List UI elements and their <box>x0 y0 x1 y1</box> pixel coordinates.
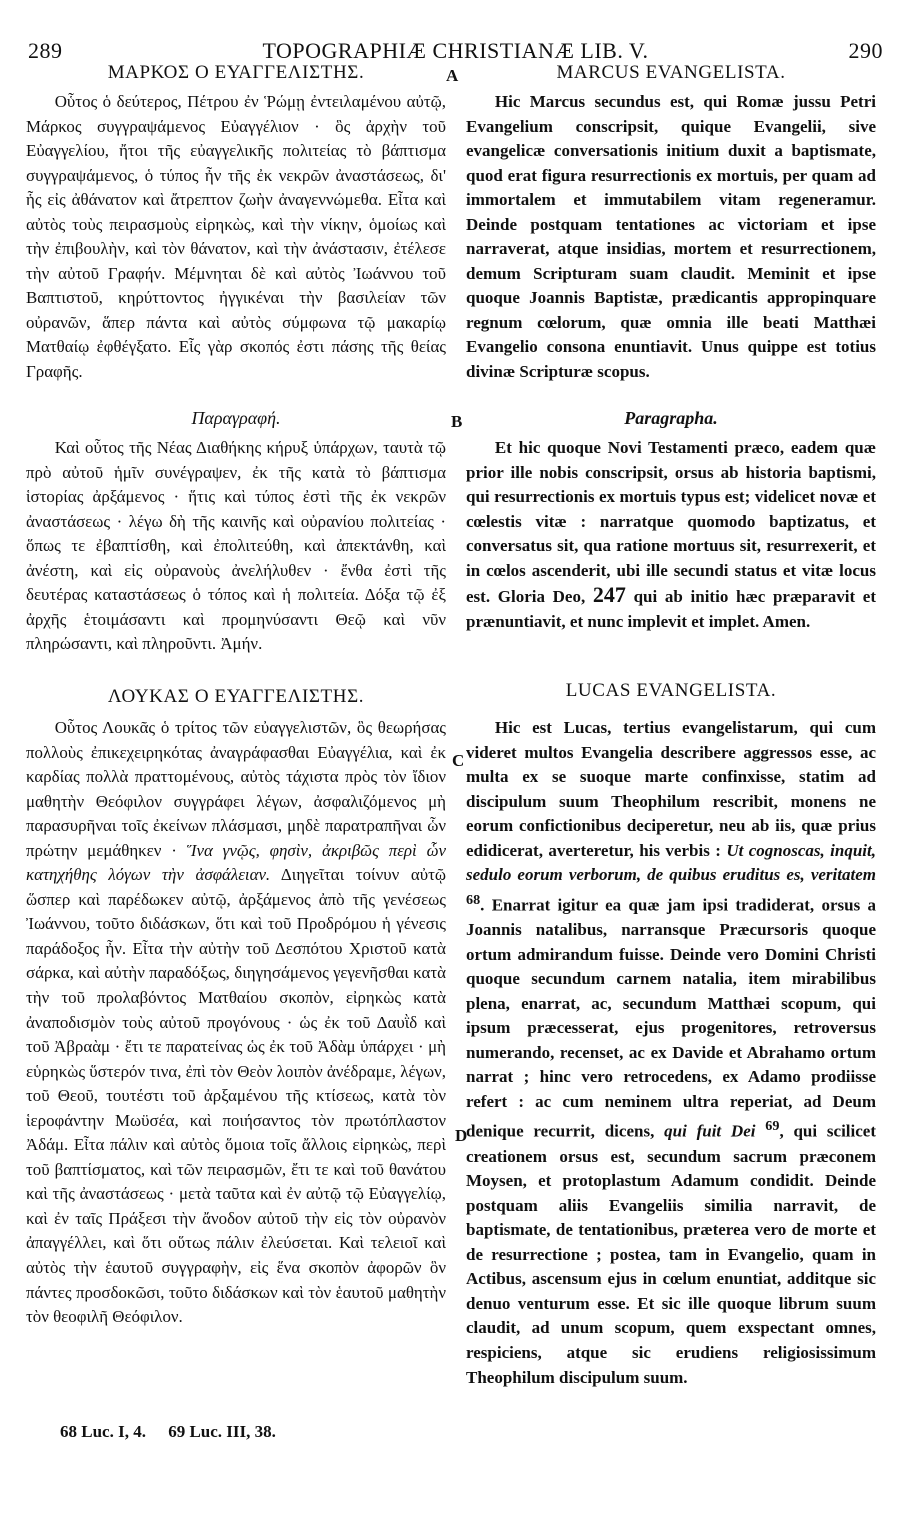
paragraph-latin-part2: qui ab initio hæc præparavit et prænuntiavit, et nunc implevit et implet. Amen. <box>466 587 876 631</box>
running-head <box>28 38 883 64</box>
luke-quote-latin: Ut cognoscas, inquit, sedulo eorum verborum, de quibus eruditus es, veritatem <box>466 840 877 885</box>
subheading-paragraph-latin: Paragrapha. <box>624 408 718 428</box>
luke-quote-greek: Ἵνα γνῷς, φησὶν, ἀκριβῶς περὶ ὧν κατηχήθης λόγων τὴν ἀσφάλειαν. <box>26 840 446 885</box>
heading-mark-greek: ΜΑΡΚΟΣ Ο ΕΥΑΓΓΕΛΙΣΤΗΣ. <box>107 62 365 83</box>
heading-mark-latin: MARCUS EVANGELISTA. <box>556 62 786 83</box>
luke-latin-part2: . Enarrat igitur ea quæ jam ipsi tradiderat, orsus a Joannis natalibus, narransque Præcursoris quoque ortum admirandum fuisse. Deinde vero Domini Christi quoque secundum carnem natalia, item mirabilibus plena, enarrat, ac, secundum Matthæi scopum, qui ipsum præcesserat, ejus progenitores, retroversus numerando, recenset, ac ex Davide et Abrahamo ortum narrat ; hinc vero retrocedens, ex Adamo prodiisse refert : ac cum neminem ultra reperiat, ad Deum denique recurrit, dicens, <box>466 895 876 1142</box>
luke-latin-part1: Hic est Lucas, tertius evangelistarum, qui cum videret multos Evangelia describere aggressos esse, ac multa ex se suoque marte confinxisse, statim ad discipulum suum Theophilum rescribit, monens ne eorum confictionibus deciperetur, neu ab iis, quæ prius edidicerat, averteretur, his verbis : <box>466 718 876 860</box>
footnote-69: 69 Luc. III, 38. <box>168 1422 276 1441</box>
subheading-paragraph-greek: Παραγραφή. <box>191 408 281 428</box>
paragraph-text-latin <box>466 436 876 634</box>
heading-luke-greek: ΛΟΥΚΑΣ Ο ΕΥΑΓΓΕΛΙΣΤΗΣ. <box>107 686 365 707</box>
page-number-right: 290 <box>848 38 883 63</box>
column-number: 247 <box>592 582 626 608</box>
footnote-68: 68 Luc. I, 4. <box>60 1422 146 1441</box>
section-marker-d: D <box>455 1126 468 1145</box>
mark-paragraph-greek: Οὗτος ὁ δεύτερος, Πέτρου ἐν Ῥώμῃ ἐντειλαμένου αὐτῷ, Μάρκος συγγραψάμενος Εὐαγγέλιον · ὃς ἀρχὴν τοῦ Εὐαγγελίου, ἤτοι τῆς εὐαγγελικῆς πολιτείας τὸ βάπτισμα συγγραψάμενος, ὁ τύπος ἦν τῆς ἐκ νεκρῶν ἀναστάσεως, δι' ἧς εἰς ἀθάνατον καὶ ἄτρεπτον ζωὴν ἀναγεννώμεθα. Εἶτα καὶ αὐτὸς τοὺς πειρασμοὺς εἰρηκὼς, καὶ τὴν νίκην, ὁμοίως καὶ τὴν ἐπιβουλὴν, καὶ τὸν θάνατον, καὶ τὴν ἀνάστασιν, ἐτέλεσε τὴν αὐτοῦ Γραφήν. Μέμνηται δὲ καὶ αὐτὸς Ἰωάννου τοῦ Βαπτιστοῦ, κηρύττοντος ἠγγικέναι τὴν βασιλείαν τῶν οὐρανῶν, ἅπερ πάντα καὶ αὐτὸς σύμφωνα τῷ μακαρίῳ Ματθαίῳ ἐφθέγξατο. Εἷς γὰρ σκοπός ἐστι πάσης τῆς θείας Γραφῆς. <box>26 92 446 382</box>
page-number-left: 289 <box>28 38 63 63</box>
running-title: TOPOGRAPHIÆ CHRISTIANÆ LIB. V. <box>262 38 649 63</box>
paragraph-text-greek: Καὶ οὗτος τῆς Νέας Διαθήκης κήρυξ ὑπάρχων, ταυτὰ τῷ πρὸ αὐτοῦ ἡμῖν συνέγραψεν, ἐκ τῆς κατὰ τὸ βάπτισμα ἱστορίας ἀρξάμενος · ἥτις καὶ τύπος ἐστὶ τῆς ἐκ νεκρῶν ἀναστάσεως · λέγω δὴ τῆς καινῆς καὶ οὐρανίου πολιτείας · ὅπως τε ἐβαπτίσθη, καὶ ἐπολιτεύθη, καὶ ἀπεκτάνθη, καὶ ἀνέστη, καὶ εἰς οὐρανοὺς ἀνελήλυθεν · ἔνθα ἐστὶ τῆς δευτέρας καταστάσεως ὁ τόπος καὶ ἡ πολιτεία. Δόξα τῷ ἐξ ἀρχῆς ἑτοιμάσαντι καὶ προμηνύσαντι Θεῷ καὶ νῦν πληρώσαντι, καὶ πληροῦντι. Ἀμήν. <box>26 438 446 654</box>
paragraph-latin-part1: Et hic quoque Novi Testamenti præco, eadem quæ prior ille nobis conscripsit, orsus ab historia baptismi, qui resurrectionis ex mortuis typus est; videlicet novæ et cœlestis vitæ : narratque quomodo baptizatus, et conversatus sit, qua ratione mortuus sit, resurrexerit, et in cœlos ascenderit, ubi ille secundi status et vitæ locus est. Gloria Deo, <box>466 438 876 607</box>
luke-text-part2: Διηγεῖται τοίνυν αὐτῷ ὥσπερ καὶ παρέδωκεν αὐτῷ, ἀρξάμενος ἀπὸ τῆς γενέσεως Ἰωάννου, τοῦτο διδάσκων, ὅτι καὶ τοῦ Προδρόμου ἡ γένεσις παράδοξος ἦν. Εἶτα τὴν αὐτὴν τοῦ Δεσπότου Χριστοῦ κατὰ σάρκα, καὶ αὐτὴν παραδόξως, διηγησάμενος γεγενῆσθαι κατὰ τὴν τοῦ προλαβόντος Ματθαίου σκοπὸν, εἰρηκὼς κατὰ ἀναποδισμὸν τοὺς αὐτοῦ προγόνους · ὡς ἐκ τοῦ Δαυῒδ καὶ τοῦ Ἀβραὰμ · ἔτι τε παρατείνας ὡς ἐκ τοῦ Ἀδὰμ ὑπάρχει · μὴ εὑρηκὼς ὕστερόν τινα, ἐπὶ τὸν Θεὸν λοιπὸν ἀνέδραμε, λέγων, τοῦ Θεοῦ, τουτέστι τοῦ ἀρξαμένου τῆς κτίσεως, κατὰ τὸν ἱεροφάντην Μωϋσέα, καὶ ποιήσαντος τὸν πρωτόπλαστον Ἀδάμ. Εἶτα πάλιν καὶ αὐτὸς ὅμοια τοῖς ἄλλοις εἰρηκὼς, περὶ τοῦ βαπτίσματος, καὶ τῶν πειρασμῶν, ἔτι τε καὶ τοῦ θανάτου καὶ τῆς ἀναστάσεως · μετὰ ταῦτα καὶ ἐν αὐτῷ τῷ Εὐαγγελίῳ, καὶ ἐν ταῖς Πράξεσι τὴν ἄνοδον αὐτοῦ τὴν εἰς τὸν οὐρανὸν ἀπαγγέλλει, καὶ ὅτι οὕτως πάλιν ἐλεύσεται. Καὶ τελειοῖ καὶ αὐτὸς τὴν ἑαυτοῦ συγγραφὴν, εἰς ἕνα σκοπὸν ἀφορῶν ὃν πάντες προσδοκῶσι, τοῦτο διδάσκων καὶ τὸν ἑαυτοῦ μαθητὴν τὸν θεοφιλῆ Θεόφιλον. <box>26 865 447 1327</box>
footnotes <box>60 1422 294 1442</box>
luke-paragraph-greek <box>26 716 446 1330</box>
luke-paragraph-latin <box>466 716 876 1390</box>
luke-latin-part3: , qui scilicet creationem orsus est, secundum sacrum præconem Moysen, et protoplastum Adamum condidit. Deinde postquam aliis Evangeliis similia narravit, de baptismate, de tentationibus, præterea vero de morte et de resurrectione ; postea, tam in Evangelio, quam in Actibus, ascensum ejus in cœlum enuntiat, additque sic denuo venturum esse. Et sic ille quoque librum suum claudit, ad unum scopum, quem exspectant omnes, respiciens, atque sic erudiens religiosissimum Theophilum discipulum suum. <box>466 1122 876 1387</box>
mark-paragraph-latin: Hic Marcus secundus est, qui Romæ jussu Petri Evangelium conscripsit, quique Evangelii, sive evangelicæ conversationis initium duxit a baptismate, quod erat figura resurrectionis ex mortuis, per quam ad immortalem et immutabilem vitam regeneramur. Deinde postquam tentationes ac victoriam et ipse narraverat, atque insidias, mortem et resurrectionem, demum Scripturam suam claudit. Meminit et ipse quoque Joannis Baptistæ, prædicantis appropinquare regnum cœlorum, quæ omnia ille beati Matthæi Evangelio consona enuntiavit. Unus quippe est totius divinæ Scripturæ scopus. <box>466 92 876 382</box>
section-marker-c: C <box>452 751 465 770</box>
heading-luke-latin: LUCAS EVANGELISTA. <box>565 680 777 701</box>
luke-quote2-latin: qui fuit Dei <box>664 1122 756 1142</box>
footnote-ref-68[interactable]: 68 <box>466 891 481 908</box>
section-marker-b: B <box>451 412 463 431</box>
section-marker-a: A <box>446 66 459 85</box>
luke-text-part1: Οὗτος Λουκᾶς ὁ τρίτος τῶν εὐαγγελιστῶν, ὃς θεωρήσας πολλοὺς ἐπικεχειρηκότας ἀναγράφασθαι Εὐαγγέλια, καὶ ἐκ καρδίας πολλὰ πραττομένους, αὐτὸς τάχιστα πρὸς τὸν ἴδιον μαθητὴν Θεόφιλον συγγράφει λέγων, ἀσφαλιζόμενος μὴ παρασυρῆναι τοῖς ἐκείνων πλάσμασι, μηδὲ παρατραπῆναι ὧν πρώτην μεμάθηκεν · <box>26 718 446 860</box>
footnote-ref-69[interactable]: 69 <box>765 1118 780 1135</box>
